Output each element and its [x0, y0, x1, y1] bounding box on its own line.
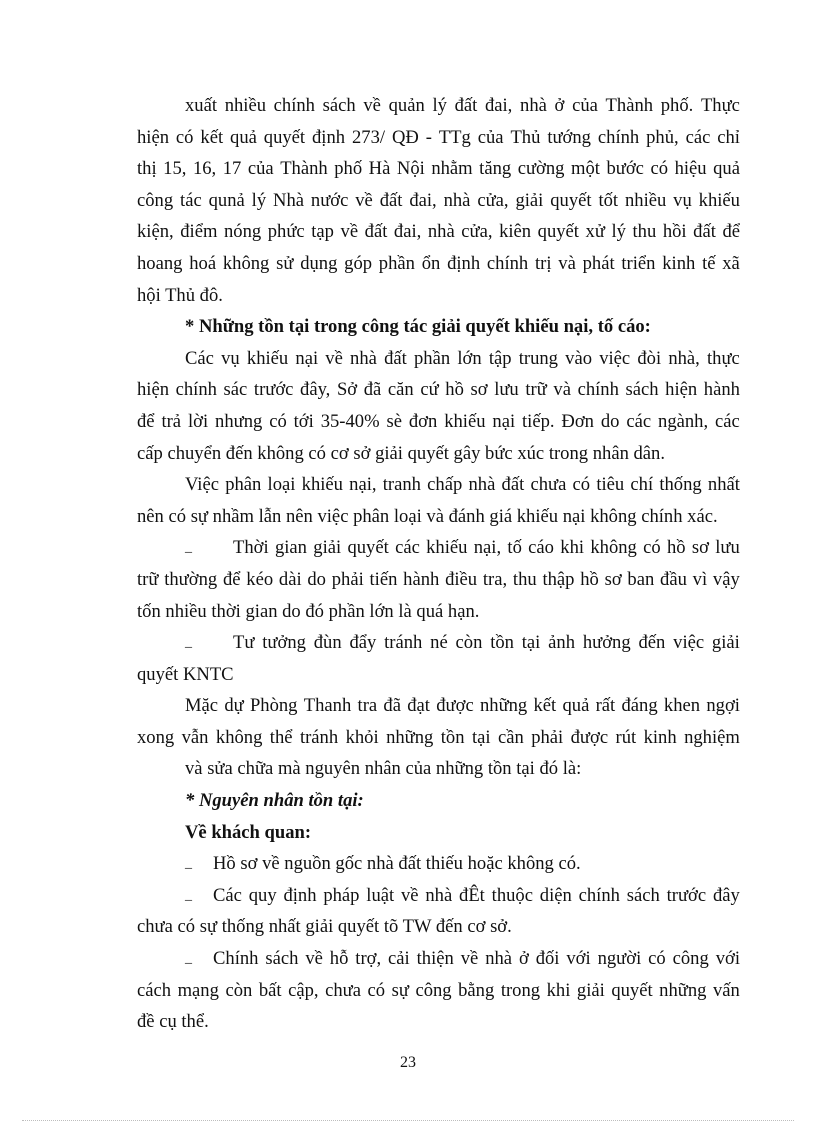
- bullet-line: _ Tư tưởng đùn đẩy tránh né còn tồn tại ảnh hưởng đến việc giải: [137, 627, 740, 659]
- bullet-line: _ Các quy định pháp luật về nhà đÊt thuộc diện chính sách trước đây: [137, 880, 740, 912]
- text-line: Các vụ khiếu nại về nhà đất phần lớn tập trung vào việc đòi nhà, thực: [185, 347, 740, 369]
- bullet-line: _ Thời gian giải quyết các khiếu nại, tố cáo khi không có hồ sơ lưu: [137, 532, 740, 564]
- text-line: Việc phân loại khiếu nại, tranh chấp nhà đất chưa có tiêu chí thống nhất: [185, 474, 740, 496]
- text-line: và sửa chữa mà nguyên nhân của những tồn tại đó là:: [185, 758, 582, 780]
- bullet-dash: _: [185, 887, 192, 903]
- text-line: xong vẫn không thể tránh khỏi những tồn tại cần phải được rút kinh nghiệm: [137, 726, 740, 748]
- text-line: hiện có kết quả quyết định 273/ QĐ - TTg của Thủ tướng chính phủ, các chỉ: [137, 126, 740, 148]
- text-line: kiện, điểm nóng phức tạp về đất đai, nhà cửa, kiên quyết xử lý thu hồi đất để: [137, 221, 740, 243]
- text-line: đề cụ thể.: [137, 1011, 209, 1033]
- section-heading: * Những tồn tại trong công tác giải quyết khiếu nại, tố cáo:: [185, 316, 651, 338]
- text-line: hội Thủ đô.: [137, 284, 223, 306]
- page-divider: [22, 1120, 794, 1121]
- bullet-dash: _: [185, 951, 192, 967]
- text-line: nên có sự nhầm lẫn nên việc phân loại và đánh giá khiếu nại không chính xác.: [137, 505, 718, 527]
- text-line: quyết KNTC: [137, 663, 234, 685]
- text-line: xuất nhiều chính sách về quản lý đất đai, nhà ở của Thành phố. Thực: [185, 95, 740, 116]
- bullet-line: _ Chính sách về hỗ trợ, cải thiện về nhà ở đối với người có công với: [137, 943, 740, 975]
- page-number: 23: [400, 1054, 416, 1071]
- text-line: tốn nhiều thời gian do đó phần lớn là quá hạn.: [137, 600, 480, 622]
- bullet-dash: _: [185, 856, 192, 872]
- text-line: cách mạng còn bất cập, chưa có sự công bằng trong khi giải quyết những vấn: [137, 979, 740, 1001]
- bullet-dash: _: [185, 540, 192, 556]
- text-line: để trả lời nhưng có tới 35-40% sè đơn khiếu nại tiếp. Đơn do các ngành, các: [137, 410, 740, 432]
- bullet-line: _ Hồ sơ về nguồn gốc nhà đất thiếu hoặc không có.: [137, 848, 740, 880]
- text-line: Mặc dự Phòng Thanh tra đã đạt được những kết quả rất đáng khen ngợi: [185, 695, 740, 717]
- bullet-dash: _: [185, 635, 192, 651]
- text-line: hoang hoá không sử dụng góp phần ổn định chính trị và phát triển kinh tế xã: [137, 252, 740, 274]
- subsection-heading: * Nguyên nhân tồn tại:: [185, 790, 364, 812]
- text-line: hiện chính sác trước đây, Sở đã căn cứ hồ sơ lưu trữ và chính sách hiện hành: [137, 379, 740, 401]
- text-line: công tác qunả lý Nhà nước về đất đai, nhà cửa, giải quyết tốt nhiều vụ khiếu: [137, 189, 740, 211]
- subsection-heading: Về khách quan:: [185, 821, 312, 843]
- text-line: cấp chuyển đến không có cơ sở giải quyết gây bức xúc trong nhân dân.: [137, 442, 666, 464]
- text-line: chưa có sự thống nhất giải quyết tõ TW đến cơ sở.: [137, 916, 512, 938]
- body-text: [137, 90, 740, 1038]
- text-line: thị 15, 16, 17 của Thành phố Hà Nội nhằm tăng cường một bước có hiệu quả: [137, 158, 740, 180]
- text-line: trữ thường để kéo dài do phải tiến hành điều tra, thu thập hồ sơ ban đầu vì vậy: [137, 568, 740, 590]
